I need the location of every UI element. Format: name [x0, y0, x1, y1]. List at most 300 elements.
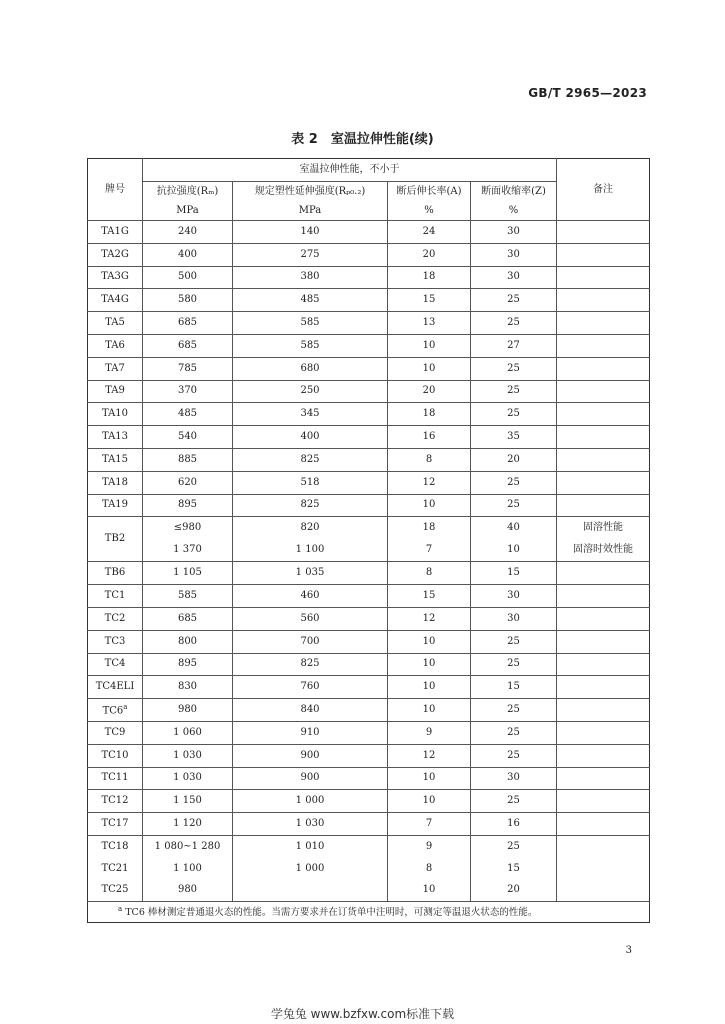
cell-grade — [88, 858, 143, 880]
cell-grade-text: TC3 — [104, 635, 126, 647]
cell-rm — [143, 426, 233, 449]
cell-grade — [88, 266, 143, 289]
cell-a-text: 10 — [422, 339, 436, 351]
cell-z — [471, 334, 557, 357]
cell-rp-text: 910 — [300, 726, 320, 738]
cell-rm-text: 1 150 — [173, 795, 202, 807]
cell-rm-text: 620 — [177, 476, 198, 488]
cell-remark — [557, 403, 650, 426]
table-row — [88, 221, 650, 244]
table-row — [88, 813, 650, 836]
cell-rp-text: 1 010 — [295, 840, 325, 852]
cell-z — [471, 858, 557, 880]
cell-z-text: 25 — [507, 726, 520, 738]
cell-grade-text: TC18 — [101, 840, 129, 852]
cell-rp-text: 680 — [300, 362, 320, 374]
cell-rp-text: 1 035 — [295, 567, 325, 579]
unit-reduction: % — [471, 201, 557, 221]
cell-rm-text: 1 120 — [173, 818, 202, 830]
cell-rm — [143, 767, 233, 790]
cell-remark — [557, 221, 650, 244]
cell-rp — [233, 334, 388, 357]
footnote-row — [88, 902, 650, 923]
cell-a — [388, 721, 471, 744]
cell-remark — [557, 790, 650, 813]
cell-z — [471, 676, 557, 699]
table-row — [88, 585, 650, 608]
cell-rm-text: 370 — [177, 385, 198, 397]
cell-rm: 1 370 — [143, 539, 233, 562]
cell-z-text: 30 — [507, 248, 520, 260]
cell-rm — [143, 334, 233, 357]
cell-a — [388, 494, 471, 517]
cell-a — [388, 448, 471, 471]
cell-rm — [143, 380, 233, 403]
cell-rm — [143, 676, 233, 699]
cell-grade-text: TB6 — [104, 567, 126, 579]
cell-a-text: 8 — [425, 453, 433, 465]
cell-grade — [88, 653, 143, 676]
cell-a-text: 9 — [425, 840, 433, 852]
cell-grade — [88, 676, 143, 699]
cell-a-text: 10 — [422, 772, 436, 784]
cell-a — [388, 357, 471, 380]
cell-grade-text: TA10 — [101, 408, 129, 420]
col-header-tensile: 抗拉强度(Rₘ) — [143, 182, 233, 202]
cell-z-text: 20 — [507, 453, 520, 465]
cell-grade-text: TC2 — [104, 612, 126, 624]
cell-grade-text: TA2G — [101, 248, 129, 260]
cell-rm — [143, 243, 233, 266]
footer-watermark: 学兔兔 www.bzfxw.com标准下载 — [270, 1007, 455, 1021]
cell-grade-text: TA19 — [101, 499, 129, 511]
cell-grade — [88, 334, 143, 357]
rows-group-ta — [88, 221, 650, 517]
cell-rm — [143, 357, 233, 380]
cell-z-text: 25 — [507, 749, 520, 761]
cell-rm-text: 685 — [177, 612, 198, 624]
cell-rp — [233, 767, 388, 790]
cell-z — [471, 744, 557, 767]
cell-grade — [88, 767, 143, 790]
cell-z — [471, 630, 557, 653]
cell-a-text: 10 — [422, 704, 436, 716]
cell-rm-text: 1 060 — [173, 726, 202, 738]
cell-z — [471, 312, 557, 335]
cell-a — [388, 767, 471, 790]
cell-rm-text: 980 — [177, 704, 198, 716]
cell-grade — [88, 380, 143, 403]
cell-remark — [557, 357, 650, 380]
cell-rm — [143, 653, 233, 676]
cell-rp-text: 840 — [300, 704, 320, 716]
cell-grade — [88, 607, 143, 630]
cell-a-text: 10 — [422, 635, 436, 647]
cell-remark — [557, 312, 650, 335]
cell-grade-text: TA5 — [105, 317, 125, 329]
cell-remark — [557, 471, 650, 494]
cell-rm: ≤980 — [143, 517, 233, 540]
table-row — [88, 243, 650, 266]
cell-z-text: 25 — [507, 704, 520, 716]
cell-rp-text: 825 — [300, 453, 320, 465]
table-row — [88, 357, 650, 380]
table-row — [88, 517, 650, 540]
cell-z — [471, 767, 557, 790]
table-row — [88, 334, 650, 357]
cell-grade — [88, 880, 143, 902]
cell-rm — [143, 721, 233, 744]
cell-rp — [233, 744, 388, 767]
cell-rp — [233, 676, 388, 699]
cell-rm — [143, 813, 233, 836]
cell-rm-text: 585 — [177, 590, 198, 602]
cell-rp — [233, 585, 388, 608]
cell-grade-text: TA13 — [101, 431, 129, 443]
cell-z — [471, 699, 557, 722]
table-row — [88, 289, 650, 312]
cell-z — [471, 403, 557, 426]
table-row — [88, 494, 650, 517]
cell-remark — [557, 334, 650, 357]
cell-grade — [88, 585, 143, 608]
cell-rp — [233, 289, 388, 312]
rows-group-tb2 — [88, 517, 650, 562]
cell-rm-text: 895 — [177, 658, 198, 670]
cell-remark — [557, 448, 650, 471]
cell-rm — [143, 630, 233, 653]
cell-remark — [557, 607, 650, 630]
cell-rp — [233, 312, 388, 335]
table-row — [88, 607, 650, 630]
table-row — [88, 562, 650, 585]
col-group-header: 室温拉伸性能，不小于 — [143, 159, 557, 182]
cell-grade-text: TC1 — [104, 590, 126, 602]
cell-rm-text: 580 — [177, 294, 198, 306]
cell-grade — [88, 494, 143, 517]
cell-rm-text: 485 — [177, 408, 198, 420]
cell-rp — [233, 266, 388, 289]
cell-a-text: 18 — [422, 408, 436, 420]
cell-z-text: 20 — [507, 884, 520, 896]
table-row — [88, 471, 650, 494]
table-row — [88, 744, 650, 767]
cell-remark — [557, 289, 650, 312]
cell-remark — [557, 676, 650, 699]
cell-rp — [233, 562, 388, 585]
cell-a: 7 — [388, 539, 471, 562]
cell-rm — [143, 266, 233, 289]
cell-rm — [143, 880, 233, 902]
cell-a — [388, 266, 471, 289]
cell-rm-text: 685 — [177, 317, 198, 329]
cell-z-text: 25 — [507, 658, 520, 670]
cell-a-text: 10 — [422, 658, 436, 670]
table-row — [88, 403, 650, 426]
cell-grade — [88, 426, 143, 449]
cell-z — [471, 562, 557, 585]
cell-remark — [557, 813, 650, 836]
cell-rm-text: 1 030 — [173, 749, 202, 761]
cell-z-text: 15 — [507, 567, 520, 579]
cell-a — [388, 426, 471, 449]
cell-a — [388, 630, 471, 653]
cell-z — [471, 653, 557, 676]
table-row — [88, 380, 650, 403]
cell-grade-text: TC21 — [101, 862, 129, 874]
cell-grade — [88, 312, 143, 335]
cell-a — [388, 790, 471, 813]
cell-remark — [557, 494, 650, 517]
cell-z-text: 25 — [507, 362, 520, 374]
cell-rm — [143, 699, 233, 722]
cell-grade — [88, 471, 143, 494]
cell-a — [388, 699, 471, 722]
cell-grade — [88, 813, 143, 836]
cell-a-text: 15 — [422, 294, 436, 306]
cell-a-text: 10 — [422, 681, 436, 693]
cell-a-text: 15 — [422, 590, 436, 602]
cell-remark — [557, 767, 650, 790]
cell-grade-text: TA9 — [105, 385, 125, 397]
cell-a-text: 13 — [422, 317, 436, 329]
cell-remark — [557, 880, 650, 902]
cell-rm-text: 685 — [177, 339, 198, 351]
cell-rp-text: 900 — [300, 749, 320, 761]
cell-rp-text: 560 — [300, 612, 320, 624]
cell-z — [471, 880, 557, 902]
cell-rm — [143, 858, 233, 880]
unit-elongation: % — [388, 201, 471, 221]
table-row — [88, 790, 650, 813]
cell-grade-text: TA18 — [101, 476, 129, 488]
rows-group-tc-last — [88, 835, 650, 901]
cell-rp — [233, 858, 388, 880]
cell-z — [471, 289, 557, 312]
table-row — [88, 767, 650, 790]
cell-remark — [557, 653, 650, 676]
cell-remark — [557, 266, 650, 289]
cell-grade — [88, 243, 143, 266]
cell-grade — [88, 790, 143, 813]
cell-grade-text: TC4 — [104, 658, 126, 670]
cell-grade-text: TC25 — [101, 884, 129, 896]
cell-rp — [233, 243, 388, 266]
cell-z-text: 25 — [507, 635, 520, 647]
table-row — [88, 653, 650, 676]
cell-rp — [233, 403, 388, 426]
cell-grade-text: TA1G — [101, 225, 129, 237]
cell-z — [471, 426, 557, 449]
cell-z — [471, 448, 557, 471]
cell-rp-text: 250 — [300, 385, 320, 397]
cell-grade-text: TC4ELI — [95, 681, 135, 693]
cell-a — [388, 289, 471, 312]
cell-grade-text: TC12 — [101, 795, 129, 807]
table-title: 表 2 室温拉伸性能(续) — [291, 132, 434, 147]
cell-grade — [88, 562, 143, 585]
cell-grade-text: TA6 — [105, 339, 125, 351]
cell-rp-text: 700 — [300, 635, 320, 647]
table-row — [88, 630, 650, 653]
col-header-grade: 牌号 — [88, 159, 143, 221]
unit-yield: MPa — [233, 201, 388, 221]
cell-rp-text: 900 — [300, 772, 320, 784]
cell-rp-text: 1 000 — [295, 862, 325, 874]
cell-rp-text: 518 — [300, 476, 320, 488]
cell-rp — [233, 699, 388, 722]
cell-rm-text: 885 — [177, 453, 198, 465]
cell-rp: 820 — [233, 517, 388, 540]
cell-a-text: 20 — [422, 385, 436, 397]
footnote-text: TC6 棒材测定普通退火态的性能。当需方要求并在订货单中注明时，可测定等温退火状态的性能。 — [125, 907, 538, 919]
cell-rm-text: 980 — [177, 884, 198, 896]
cell-z-text: 25 — [507, 408, 520, 420]
cell-grade — [88, 357, 143, 380]
table-row — [88, 448, 650, 471]
cell-a — [388, 744, 471, 767]
cell-rm — [143, 790, 233, 813]
cell-z — [471, 357, 557, 380]
cell-grade — [88, 744, 143, 767]
cell-a — [388, 858, 471, 880]
cell-rm-text: 800 — [177, 635, 198, 647]
cell-a-text: 12 — [422, 749, 436, 761]
cell-z-text: 30 — [507, 225, 520, 237]
table-row — [88, 676, 650, 699]
cell-a: 18 — [388, 517, 471, 540]
cell-a — [388, 312, 471, 335]
cell-rp-text: 1 030 — [295, 818, 325, 830]
cell-remark — [557, 585, 650, 608]
cell-rp — [233, 653, 388, 676]
cell-rp — [233, 471, 388, 494]
cell-a — [388, 585, 471, 608]
cell-rm-text: 540 — [177, 431, 198, 443]
cell-z: 10 — [471, 539, 557, 562]
cell-z — [471, 221, 557, 244]
cell-a-text: 10 — [422, 795, 436, 807]
cell-a — [388, 607, 471, 630]
cell-rp: 1 100 — [233, 539, 388, 562]
cell-z-text: 25 — [507, 499, 520, 511]
cell-a — [388, 380, 471, 403]
cell-rm-text: 500 — [177, 271, 198, 283]
standard-number: GB/T 2965—2023 — [528, 86, 647, 100]
cell-z — [471, 471, 557, 494]
cell-rm-text: 1 100 — [173, 862, 202, 874]
cell-rp-text: 825 — [300, 499, 320, 511]
cell-z-text: 16 — [507, 818, 520, 830]
rows-group-tb-tc — [88, 562, 650, 836]
cell-rp — [233, 813, 388, 836]
cell-rp — [233, 380, 388, 403]
table-row — [88, 312, 650, 335]
cell-rp-text: 485 — [300, 294, 320, 306]
cell-z-text: 35 — [507, 431, 520, 443]
footnote — [88, 902, 650, 923]
cell-z — [471, 835, 557, 857]
table-row — [88, 539, 650, 562]
cell-a — [388, 471, 471, 494]
cell-remark — [557, 562, 650, 585]
cell-z: 40 — [471, 517, 557, 540]
cell-rp-text: 825 — [300, 658, 320, 670]
cell-rm-text: 830 — [177, 681, 198, 693]
cell-grade-text: TA7 — [105, 362, 125, 374]
cell-z-text: 25 — [507, 795, 520, 807]
cell-a — [388, 334, 471, 357]
cell-remark: 固溶性能 — [557, 517, 650, 540]
cell-z-text: 25 — [507, 294, 520, 306]
cell-rp — [233, 630, 388, 653]
cell-rp — [233, 494, 388, 517]
cell-rm — [143, 471, 233, 494]
cell-remark — [557, 426, 650, 449]
cell-rm — [143, 448, 233, 471]
cell-z — [471, 607, 557, 630]
cell-remark — [557, 744, 650, 767]
cell-rm-text: 240 — [177, 225, 198, 237]
cell-z-text: 30 — [507, 772, 520, 784]
cell-grade — [88, 835, 143, 857]
cell-a-text: 8 — [425, 862, 433, 874]
col-header-yield: 规定塑性延伸强度(Rₚ₀.₂) — [233, 182, 388, 202]
cell-rp — [233, 880, 388, 902]
cell-z-text: 30 — [507, 590, 520, 602]
cell-rm — [143, 312, 233, 335]
col-header-elongation: 断后伸长率(A) — [388, 182, 471, 202]
cell-rp — [233, 721, 388, 744]
cell-grade — [88, 403, 143, 426]
cell-rp-text: 585 — [300, 317, 320, 329]
cell-rm — [143, 744, 233, 767]
footnote-ref: a — [123, 702, 128, 711]
cell-a-text: 10 — [422, 499, 436, 511]
cell-rp-text: 380 — [300, 271, 320, 283]
cell-z-text: 25 — [507, 476, 520, 488]
cell-grade — [88, 630, 143, 653]
cell-a — [388, 653, 471, 676]
cell-grade-text: TC9 — [104, 726, 126, 738]
cell-a — [388, 880, 471, 902]
cell-z-text: 25 — [507, 317, 520, 329]
cell-z-text: 30 — [507, 271, 520, 283]
cell-remark: 固溶时效性能 — [573, 544, 633, 556]
table-row — [88, 880, 650, 902]
cell-rp — [233, 835, 388, 857]
table-row — [88, 266, 650, 289]
cell-rp-text: 345 — [300, 408, 320, 420]
cell-z — [471, 380, 557, 403]
cell-rp-text: 1 000 — [295, 795, 325, 807]
cell-rm-text: 1 080~1 280 — [154, 840, 221, 852]
cell-rm-text: 400 — [177, 248, 198, 260]
table-row — [88, 835, 650, 857]
cell-z — [471, 494, 557, 517]
cell-grade-text: TC10 — [101, 749, 129, 761]
cell-a-text: 7 — [425, 818, 433, 830]
cell-a-text: 8 — [425, 567, 433, 579]
cell-a — [388, 835, 471, 857]
cell-grade-text: TA15 — [101, 453, 129, 465]
cell-z — [471, 790, 557, 813]
cell-z-text: 27 — [507, 339, 520, 351]
cell-rp — [233, 790, 388, 813]
cell-grade — [88, 721, 143, 744]
cell-a-text: 12 — [422, 612, 436, 624]
cell-rm — [143, 403, 233, 426]
